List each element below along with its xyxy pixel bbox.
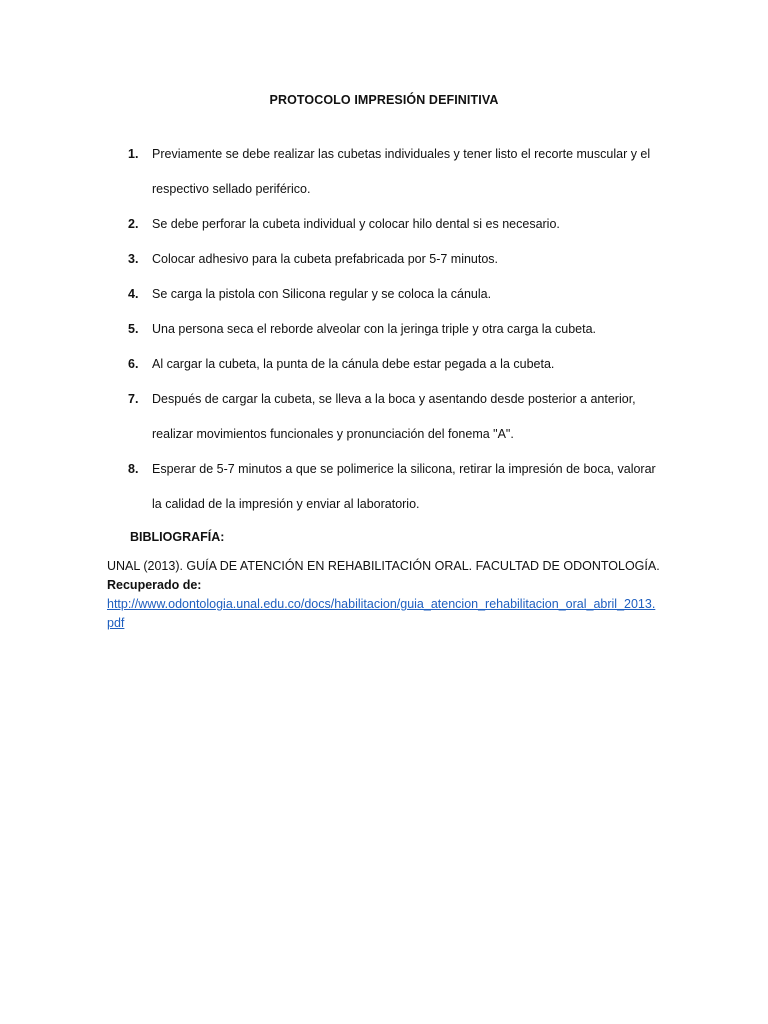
reference-citation: UNAL (2013). GUÍA DE ATENCIÓN EN REHABILITACIÓN ORAL. FACULTAD DE ODONTOLOGÍA. bbox=[107, 559, 660, 573]
step-number: 6. bbox=[128, 357, 139, 371]
document-title: PROTOCOLO IMPRESIÓN DEFINITIVA bbox=[269, 93, 499, 107]
step-number: 4. bbox=[128, 287, 139, 301]
bibliography-heading: BIBLIOGRAFÍA: bbox=[130, 530, 225, 544]
step-number: 3. bbox=[128, 252, 139, 266]
reference-recovered-label: Recuperado de: bbox=[107, 578, 202, 592]
step-text: Al cargar la cubeta, la punta de la cánula debe estar pegada a la cubeta. bbox=[152, 357, 555, 371]
step-text: Previamente se debe realizar las cubetas individuales y tener listo el recorte muscular y el respectivo sellado periférico. bbox=[152, 147, 651, 196]
step-number: 2. bbox=[128, 217, 139, 231]
step-text: Colocar adhesivo para la cubeta prefabricada por 5-7 minutos. bbox=[152, 252, 499, 266]
list-item bbox=[128, 277, 668, 312]
step-number: 7. bbox=[128, 392, 139, 406]
list-item bbox=[128, 347, 668, 382]
step-text: Se debe perforar la cubeta individual y colocar hilo dental si es necesario. bbox=[152, 217, 560, 231]
protocol-steps-list bbox=[128, 137, 668, 522]
list-item bbox=[128, 312, 668, 347]
step-text: Esperar de 5-7 minutos a que se polimerice la silicona, retirar la impresión de boca, valorar la calidad de la impresión y enviar al laboratorio. bbox=[152, 462, 656, 511]
step-number: 5. bbox=[128, 322, 139, 336]
list-item bbox=[128, 242, 668, 277]
step-text: Una persona seca el reborde alveolar con la jeringa triple y otra carga la cubeta. bbox=[152, 322, 597, 336]
step-text: Se carga la pistola con Silicona regular y se coloca la cánula. bbox=[152, 287, 492, 301]
step-number: 8. bbox=[128, 462, 139, 476]
list-item bbox=[128, 382, 668, 452]
list-item bbox=[128, 137, 668, 207]
list-item bbox=[128, 207, 668, 242]
reference-url-link[interactable]: http://www.odontologia.unal.edu.co/docs/habilitacion/guia_atencion_rehabilitacion_oral_abril_2013.pdf bbox=[107, 597, 656, 630]
bibliography-reference bbox=[107, 557, 667, 633]
list-item bbox=[128, 452, 668, 522]
step-number: 1. bbox=[128, 147, 139, 161]
step-text: Después de cargar la cubeta, se lleva a la boca y asentando desde posterior a anterior, realizar movimientos funcionales y pronunciación del fonema "A". bbox=[152, 392, 636, 441]
